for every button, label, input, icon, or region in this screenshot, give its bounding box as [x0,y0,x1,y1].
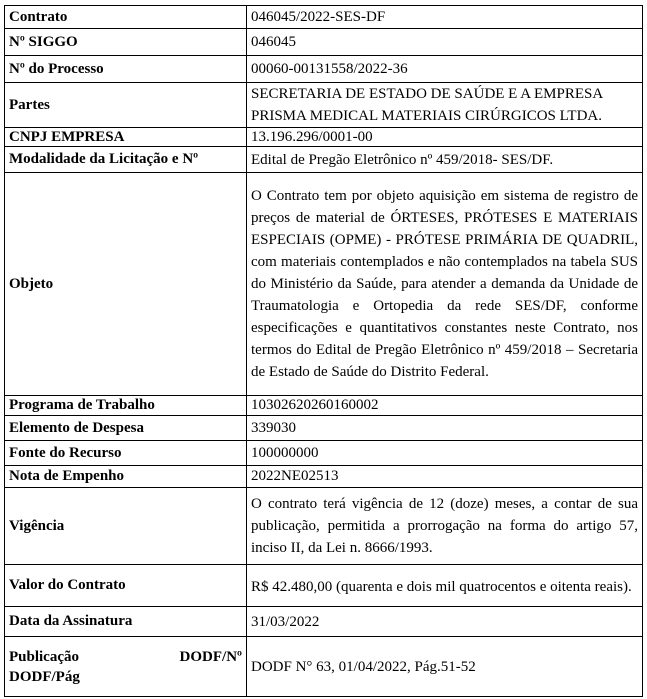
label-contrato: Contrato [5,6,247,29]
value-assinatura: 31/03/2022 [247,607,643,637]
label-siggo: Nº SIGGO [5,29,247,56]
value-publicacao: DODF N° 63, 01/04/2022, Pág.51-52 [247,637,643,697]
label-fonte: Fonte do Recurso [5,441,247,466]
value-siggo: 046045 [247,29,643,56]
label-elemento: Elemento de Despesa [5,416,247,441]
value-processo: 00060-00131558/2022-36 [247,56,643,83]
row-elemento [5,416,643,441]
row-contrato [5,6,643,29]
value-empenho: 2022NE02513 [247,466,643,488]
value-partes: SECRETARIA DE ESTADO DE SAÚDE E A EMPRESA PRISMA MEDICAL MATERIAIS CIRÚRGICOS LTDA. [247,83,643,128]
value-contrato: 046045/2022-SES-DF [247,6,643,29]
label-modalidade: Modalidade da Licitação e Nº [5,147,247,173]
value-vigencia: O contrato terá vigência de 12 (doze) meses, a contar de sua publicação, permitida a prorrogação na forma do artigo 57, inciso II, da Lei n. 8666/1993. [247,488,643,565]
label-programa: Programa de Trabalho [5,396,247,416]
label-partes: Partes [5,83,247,128]
row-partes [5,83,643,128]
row-valor [5,565,643,607]
row-empenho [5,466,643,488]
label-publicacao-part2: DODF/Nº [179,649,242,665]
label-cnpj: CNPJ EMPRESA [5,128,247,147]
row-fonte [5,441,643,466]
row-vigencia [5,488,643,565]
value-fonte: 100000000 [247,441,643,466]
value-programa: 10302620260160002 [247,396,643,416]
label-empenho: Nota de Empenho [5,466,247,488]
row-modalidade [5,147,643,173]
row-publicacao [5,637,643,697]
label-vigencia: Vigência [5,488,247,565]
value-elemento: 339030 [247,416,643,441]
contract-summary-table [4,5,643,697]
row-siggo [5,29,643,56]
label-publicacao [5,637,247,697]
value-valor: R$ 42.480,00 (quarenta e dois mil quatrocentos e oitenta reais). [247,565,643,607]
value-modalidade: Edital de Pregão Eletrônico nº 459/2018- SES/DF. [247,147,643,173]
label-publicacao-line [9,647,242,667]
value-objeto: O Contrato tem por objeto aquisição em sistema de registro de preços de material de ÓRTESES, PRÓTESES E MATERIAIS ESPECIAIS (OPME) - PRÓTESE PRIMÁRIA DE QUADRIL, com materiais contemplados e não contemplados na tabela SUS do Ministério da Saúde, para atender a demanda da Unidade de Traumatologia e Ortopedia da rede SES/DF, conforme especificações e quantitativos constantes neste Contrato, nos termos do Edital de Pregão Eletrônico nº 459/2018 – Secretaria de Estado de Saúde do Distrito Federal. [247,173,643,396]
value-cnpj: 13.196.296/0001-00 [247,128,643,147]
label-valor: Valor do Contrato [5,565,247,607]
row-programa [5,396,643,416]
row-processo [5,56,643,83]
label-assinatura: Data da Assinatura [5,607,247,637]
label-processo: Nº do Processo [5,56,247,83]
row-assinatura [5,607,643,637]
label-publicacao-part1: Publicação [9,649,79,665]
label-objeto: Objeto [5,173,247,396]
label-publicacao-part3: DODF/Pág [9,669,80,685]
row-cnpj [5,128,643,147]
row-objeto [5,173,643,396]
